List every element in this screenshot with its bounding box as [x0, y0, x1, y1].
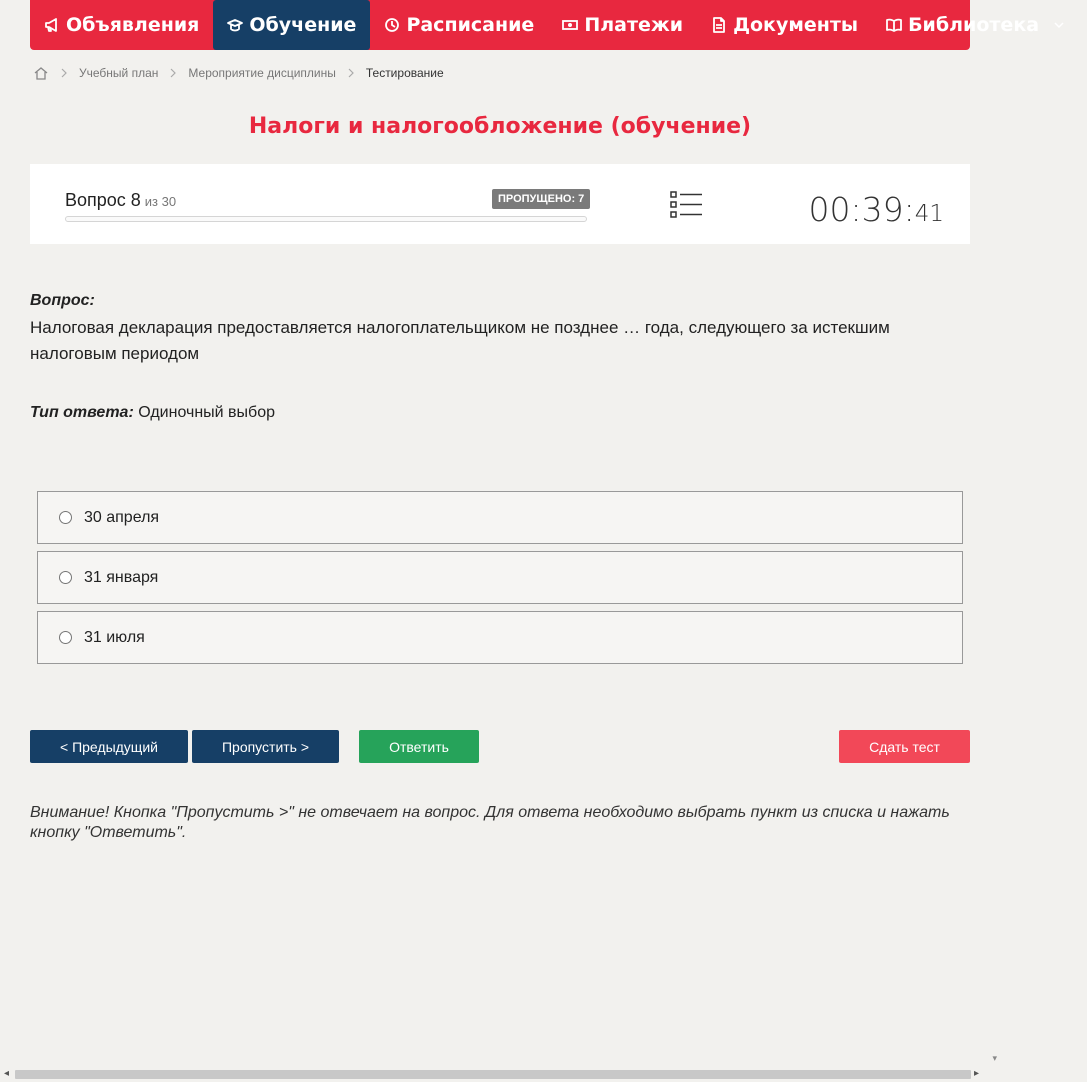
answer-type — [30, 404, 275, 422]
nav-label: Объявления — [66, 14, 200, 36]
breadcrumb-current: Тестирование — [365, 66, 444, 80]
answer-radio[interactable] — [59, 511, 72, 524]
submit-test-button[interactable]: Сдать тест — [839, 730, 970, 763]
nav-item-schedule[interactable] — [370, 0, 548, 50]
clock-icon — [384, 17, 400, 33]
breadcrumb-item[interactable]: Учебный план — [79, 66, 159, 80]
answer-option-label: 31 июля — [84, 628, 145, 646]
answer-button[interactable]: Ответить — [359, 730, 479, 763]
countdown-timer — [809, 190, 945, 229]
page-title: Налоги и налогообложение (обучение) — [248, 114, 752, 139]
nav-item-education[interactable] — [213, 0, 370, 50]
skipped-badge: ПРОПУЩЕНО: 7 — [492, 189, 590, 209]
progress-bar — [65, 216, 587, 222]
nav-item-announcements[interactable] — [30, 0, 213, 50]
timer-seconds: 41 — [914, 201, 944, 227]
scroll-right-arrow-icon[interactable]: ▸ — [974, 1068, 980, 1079]
timer-main: 00:39: — [808, 190, 915, 229]
previous-button[interactable]: < Предыдущий — [30, 730, 188, 763]
answer-option[interactable] — [37, 611, 963, 664]
breadcrumb — [30, 62, 444, 84]
question-status-panel — [30, 164, 970, 244]
top-nav — [30, 0, 1040, 50]
chevron-right-icon — [168, 67, 178, 79]
nav-item-library[interactable] — [872, 0, 1087, 50]
scroll-left-arrow-icon[interactable]: ◂ — [4, 1068, 10, 1079]
book-icon — [886, 17, 902, 33]
question-list-icon[interactable] — [670, 190, 704, 220]
answer-option-label: 31 января — [84, 568, 159, 586]
answer-option[interactable] — [37, 551, 963, 604]
megaphone-icon — [44, 17, 60, 33]
document-icon — [711, 17, 727, 33]
answer-option-label: 30 апреля — [84, 508, 160, 526]
skip-button[interactable]: Пропустить > — [192, 730, 339, 763]
answer-radio[interactable] — [59, 571, 72, 584]
nav-label: Документы — [733, 14, 859, 36]
question-label: Вопрос: — [30, 292, 95, 309]
home-icon[interactable] — [33, 65, 49, 81]
question-counter — [65, 190, 176, 211]
scrollbar-thumb[interactable] — [15, 1070, 971, 1079]
answer-option[interactable] — [37, 491, 963, 544]
breadcrumb-item[interactable]: Мероприятие дисциплины — [188, 66, 336, 80]
nav-label: Библиотека — [908, 14, 1040, 36]
answer-options — [37, 491, 963, 671]
horizontal-scrollbar[interactable] — [0, 1066, 986, 1082]
nav-item-documents[interactable] — [697, 0, 872, 50]
answer-type-label: Тип ответа: — [30, 404, 134, 421]
money-icon — [562, 17, 578, 33]
question-total: из 30 — [144, 194, 177, 209]
scroll-down-arrow-icon[interactable]: ▾ — [992, 1053, 997, 1063]
answer-radio[interactable] — [59, 631, 72, 644]
chevron-right-icon — [346, 67, 356, 79]
nav-label: Обучение — [249, 14, 357, 36]
chevron-down-icon — [1053, 19, 1065, 31]
nav-label: Платежи — [584, 14, 684, 36]
nav-label: Расписание — [406, 14, 535, 36]
nav-item-payments[interactable] — [548, 0, 697, 50]
chevron-right-icon — [59, 67, 69, 79]
warning-text: Внимание! Кнопка "Пропустить >" не отвечает на вопрос. Для ответа необходимо выбрать пункт из списка и нажать кнопку "Ответить". — [30, 804, 950, 841]
graduation-cap-icon — [227, 17, 243, 33]
answer-type-value: Одиночный выбор — [138, 404, 275, 421]
question-number: Вопрос 8 — [65, 190, 141, 210]
question-text: Налоговая декларация предоставляется налогоплательщиком не позднее … года, следующего за истекшим налоговым периодом — [30, 318, 890, 363]
